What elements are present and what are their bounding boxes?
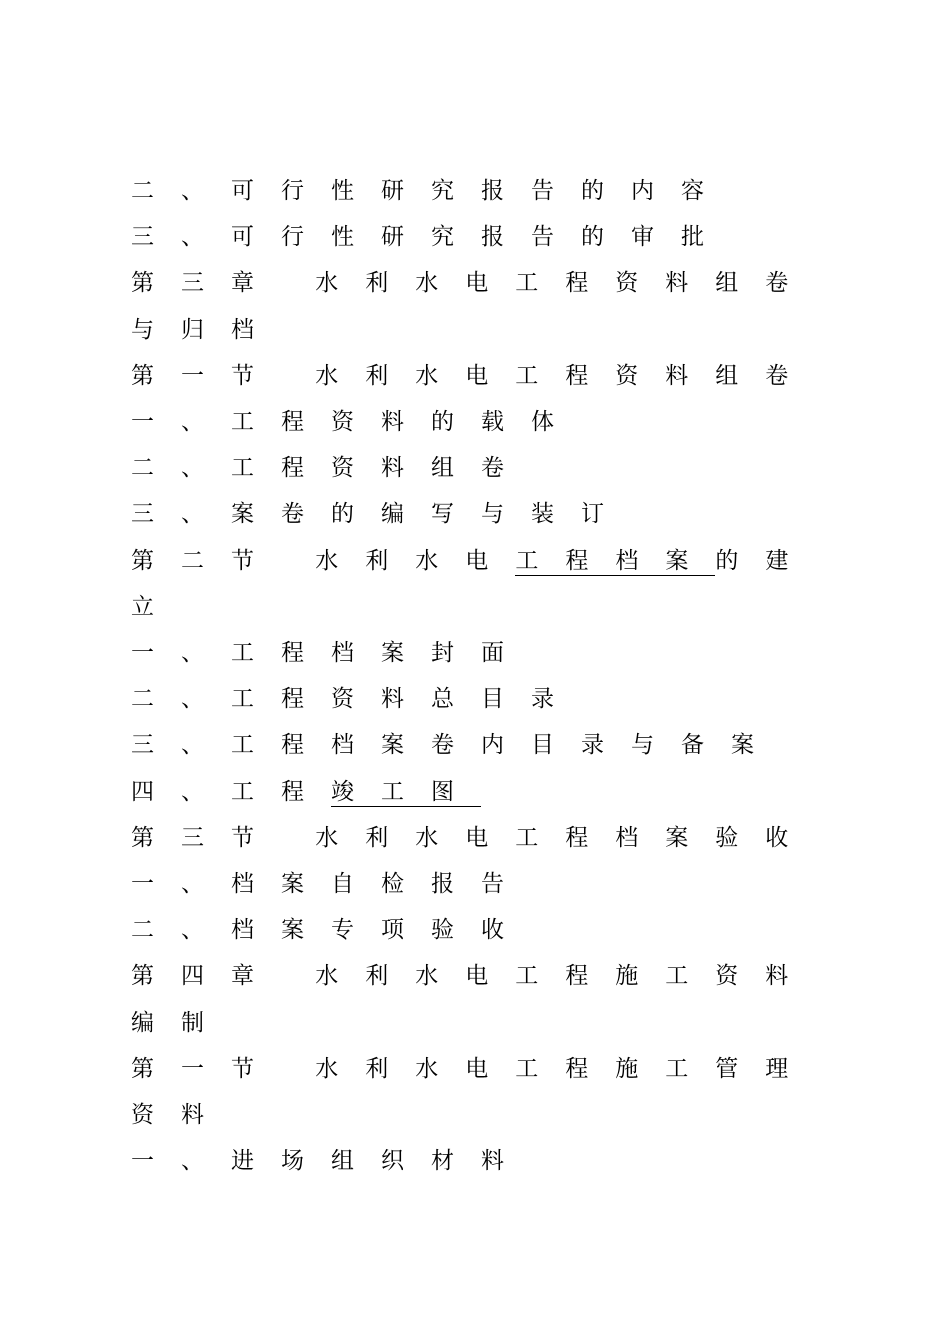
text-segment: 二、工程资料组卷: [131, 455, 531, 481]
text-line: [131, 1054, 815, 1084]
text-line: [131, 777, 481, 807]
text-segment: 一、工程资料的载体: [131, 409, 581, 435]
text-segment: 三、可行性研究报告的审批: [131, 224, 731, 250]
text-line: [131, 1100, 231, 1130]
text-segment: 一、档案自检报告: [131, 871, 531, 897]
text-segment: 第三章 水利水电工程资料组卷: [131, 270, 816, 296]
text-segment: 二、工程资料总目录: [131, 686, 581, 712]
text-segment: 二、可行性研究报告的内容: [131, 178, 731, 204]
text-line: [131, 869, 531, 899]
text-segment: 三、案卷的编写与装订: [131, 501, 631, 527]
text-segment: 第二节 水利水电: [131, 548, 516, 574]
text-line: [131, 407, 581, 437]
text-line: [131, 823, 815, 853]
text-segment: 的建: [715, 548, 816, 574]
text-line: [131, 361, 815, 391]
text-line: [131, 915, 531, 945]
text-line: [131, 730, 781, 760]
text-line: [131, 499, 631, 529]
text-segment: 第四章 水利水电工程施工资料: [131, 963, 816, 989]
text-line: [131, 1146, 531, 1176]
text-segment: 四、工程: [131, 779, 331, 805]
text-line: [131, 546, 815, 576]
text-line: [131, 592, 181, 622]
text-line: [131, 222, 731, 252]
text-segment: 编制: [131, 1010, 231, 1036]
text-segment: 三、工程档案卷内目录与备案: [131, 732, 781, 758]
text-segment: 资料: [131, 1102, 231, 1128]
text-line: [131, 684, 581, 714]
text-line: [131, 268, 815, 298]
text-line: [131, 453, 531, 483]
text-segment: 二、档案专项验收: [131, 917, 531, 943]
text-segment: 第一节 水利水电工程资料组卷: [131, 363, 816, 389]
text-segment: 与归档: [131, 317, 281, 343]
text-line: [131, 638, 531, 668]
text-segment: 立: [131, 594, 181, 620]
text-segment: 一、进场组织材料: [131, 1148, 531, 1174]
text-line: [131, 961, 815, 991]
underlined-text: 工程档案: [515, 548, 716, 574]
text-line: [131, 176, 731, 206]
text-segment: 第三节 水利水电工程档案验收: [131, 825, 816, 851]
text-segment: 第一节 水利水电工程施工管理: [131, 1056, 816, 1082]
text-line: [131, 1008, 231, 1038]
text-segment: 一、工程档案封面: [131, 640, 531, 666]
underlined-text: 竣工图: [331, 779, 481, 805]
text-line: [131, 315, 281, 345]
